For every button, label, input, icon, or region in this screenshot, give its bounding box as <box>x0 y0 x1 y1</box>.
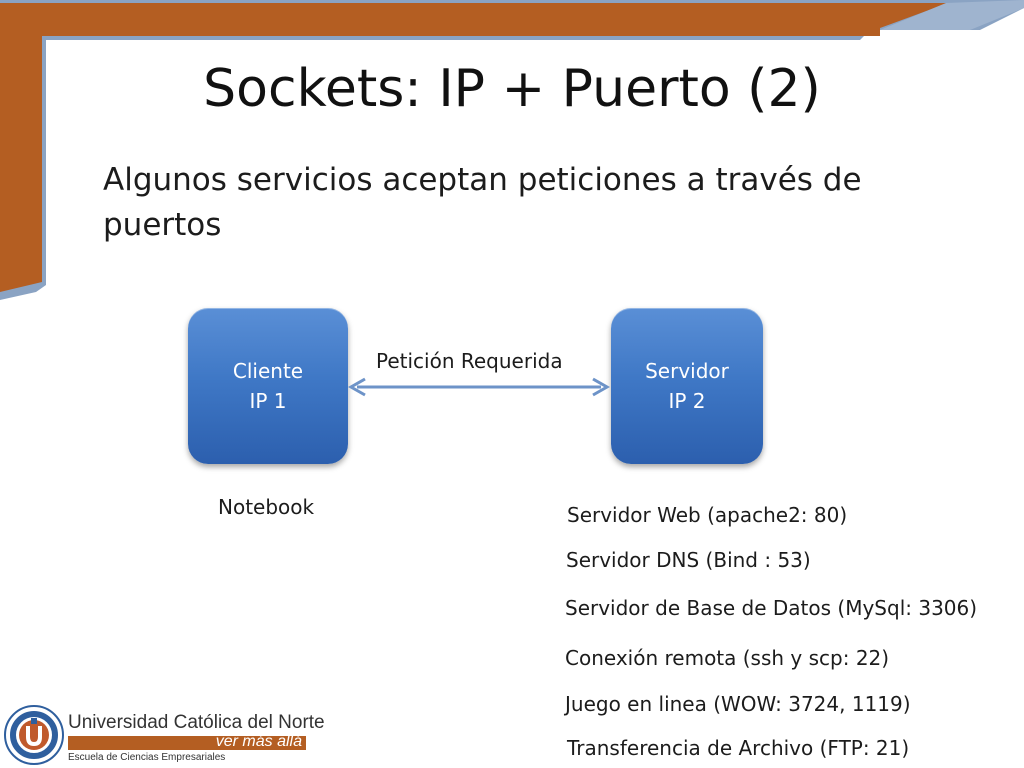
server-ip: IP 2 <box>668 389 706 413</box>
university-seal-icon <box>4 704 64 766</box>
service-item: Servidor Web (apache2: 80) <box>567 503 848 527</box>
client-caption: Notebook <box>218 495 315 519</box>
university-name: Universidad Católica del Norte <box>68 712 325 733</box>
client-node <box>188 308 348 464</box>
service-item: Transferencia de Archivo (FTP: 21) <box>567 736 910 760</box>
frame-blue-band <box>0 0 1024 300</box>
frame-orange-band <box>0 3 948 292</box>
university-tagline: ver más allá <box>215 733 302 750</box>
client-ip: IP 1 <box>249 389 287 413</box>
service-item: Servidor DNS (Bind : 53) <box>566 548 811 572</box>
school-name: Escuela de Ciencias Empresariales <box>68 752 226 763</box>
service-item: Conexión remota (ssh y scp: 22) <box>565 646 890 670</box>
service-item: Servidor de Base de Datos (MySql: 3306) <box>565 596 978 620</box>
tagline-bar <box>68 733 306 750</box>
slide-subtitle: Algunos servicios aceptan peticiones a través de puertos <box>103 162 862 243</box>
server-node <box>611 308 763 464</box>
request-label: Petición Requerida <box>376 349 563 373</box>
request-arrow <box>345 372 613 402</box>
service-item: Juego en linea (WOW: 3724, 1119) <box>565 692 911 716</box>
university-logo <box>4 704 325 768</box>
client-label: Cliente <box>232 359 304 383</box>
slide-title: Sockets: IP + Puerto (2) <box>203 59 821 119</box>
server-label: Servidor <box>645 359 729 383</box>
